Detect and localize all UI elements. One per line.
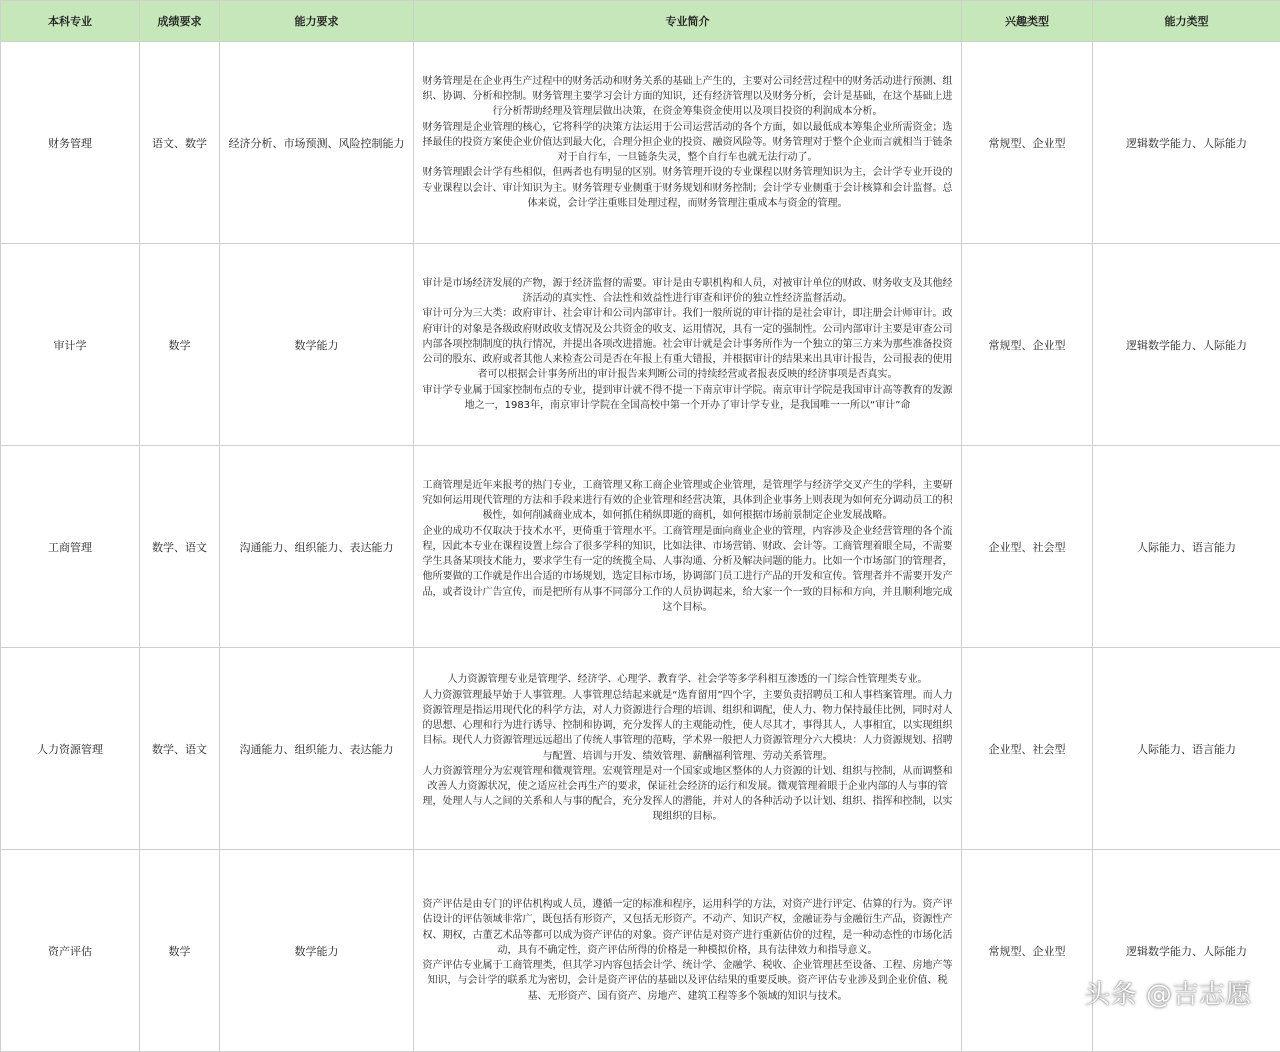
header-interest: 兴趣类型	[962, 1, 1093, 42]
table-row	[1, 446, 1280, 648]
ability-type-cell: 逻辑数学能力、人际能力	[1093, 244, 1280, 446]
table-row	[1, 42, 1280, 244]
intro-paragraph: 审计可分为三大类：政府审计、社会审计和公司内部审计。我们一般所说的审计指的是社会审计，即注册会计师审计。政府审计的对象是各级政府财政收支情况及公共资金的收支、运用情况，具有一定的强制性。公司内部审计主要是审查公司内部各项控制制度的执行情况，并提出各项改进措施。社会审计就是会计事务所作为一个独立的第三方来为那些准备投资公司的股东、政府或者其他人来检查公司是否在年报上有重大错报，并根据审计的结果来出具审计报告，公司报表的使用者可以根据会计事务所出的审计报告来判断公司的持续经营或者报表反映的经济事项是否真实。	[420, 306, 955, 382]
table-row	[1, 850, 1280, 1052]
intro-paragraph: 财务管理是在企业再生产过程中的财务活动和财务关系的基础上产生的，主要对公司经营过程中的财务活动进行预测、组织、协调、分析和控制。财务管理主要学习会计方面的知识，还有经济管理以及财务分析，会计是基础，在这个基础上进行分析帮助经理及管理层做出决策，在资金筹集资金使用以及项目投资的利润成本分析。	[420, 74, 955, 120]
grades-cell: 数学、语文	[140, 446, 220, 648]
header-major: 本科专业	[1, 1, 140, 42]
ability-req-cell: 沟通能力、组织能力、表达能力	[220, 648, 414, 850]
intro-paragraph: 工商管理是近年来报考的热门专业，工商管理又称工商企业管理或企业管理，是管理学与经济学交叉产生的学科，主要研究如何运用现代管理的方法和手段来进行有效的企业管理和经营决策，具体到企业事务上则表现为如何充分调动员工的积极性，如何削减商业成本，如何抓住稍纵即逝的商机，如何根据市场前景制定企业发展战略。	[420, 478, 955, 524]
ability-type-cell: 人际能力、语言能力	[1093, 648, 1280, 850]
grades-cell: 数学	[140, 244, 220, 446]
grades-cell: 语文、数学	[140, 42, 220, 244]
intro-cell	[414, 850, 962, 1052]
major-cell: 工商管理	[1, 446, 140, 648]
intro-paragraph: 财务管理跟会计学有些相似，但两者也有明显的区别。财务管理开设的专业课程以财务管理知识为主，会计学专业开设的专业课程以会计、审计知识为主。财务管理专业侧重于财务规划和财务控制；会计学专业侧重于会计核算和会计监督。总体来说，会计学注重账目处理过程，而财务管理注重成本与资金的管理。	[420, 165, 955, 211]
intro-paragraph: 企业的成功不仅取决于技术水平，更倚重于管理水平。工商管理是面向商业企业的管理，内容涉及企业经营管理的各个流程，因此本专业在课程设置上综合了很多学科的知识，比如法律、市场营销、财政、会计等。工商管理着眼全局，不需要学生具备某项技术能力，要求学生有一定的统揽全局、人事沟通、分析及解决问题的能力。比如一个市场部门的管理者，他所要做的工作就是作出合适的市场规划，选定目标市场，协调部门员工进行产品的开发和宣传。管理者并不需要开发产品，或者设计广告宣传，而是把所有从事不同部分工作的人员协调起来，给大家一个一致的目标和方向，并且顺利地完成这个目标。	[420, 524, 955, 615]
intro-paragraph: 人力资源管理最早始于人事管理。人事管理总结起来就是“选育留用”四个字，主要负责招聘员工和人事档案管理。而人力资源管理是指运用现代化的科学方法，对人力资源进行合理的培训、组织和调配，使人力、物力保持最佳比例，同时对人的思想、心理和行为进行诱导、控制和协调，充分发挥人的主观能动性，使人尽其才，事得其人，人事相宜，以实现组织目标。现代人力资源管理远远超出了传统人事管理的范畴，学术界一般把人力资源管理分六大模块：人力资源规划、招聘与配置、培训与开发、绩效管理、薪酬福利管理、劳动关系管理。	[420, 688, 955, 764]
intro-paragraph: 人力资源管理分为宏观管理和微观管理。宏观管理是对一个国家或地区整体的人力资源的计划、组织与控制，从而调整和改善人力资源状况，使之适应社会再生产的要求，保证社会经济的运行和发展。微观管理着眼于企业内部的人与事的管理，处理人与人之间的关系和人与事的配合，充分发挥人的潜能，并对人的各种活动予以计划、组织、指挥和控制，以实现组织的目标。	[420, 764, 955, 825]
interest-cell: 企业型、社会型	[962, 648, 1093, 850]
table-row	[1, 648, 1280, 850]
ability-type-cell: 逻辑数学能力、人际能力	[1093, 42, 1280, 244]
intro-paragraph: 人力资源管理专业是管理学、经济学、心理学、教育学、社会学等多学科相互渗透的一门综合性管理类专业。	[420, 672, 955, 687]
intro-paragraph: 财务管理是企业管理的核心，它将科学的决策方法运用于公司运营活动的各个方面，如以最低成本筹集企业所需资金；选择最佳的投资方案使企业价值达到最大化，合理分担企业的投资、融资风险等。财务管理对于整个企业而言就相当于链条对于自行车，一旦链条失灵，整个自行车也就无法行动了。	[420, 120, 955, 166]
interest-cell: 企业型、社会型	[962, 446, 1093, 648]
major-cell: 资产评估	[1, 850, 140, 1052]
table-header-row	[1, 1, 1280, 42]
intro-paragraph: 审计是市场经济发展的产物，源于经济监督的需要。审计是由专职机构和人员，对被审计单位的财政、财务收支及其他经济活动的真实性、合法性和效益性进行审查和评价的独立性经济监督活动。	[420, 276, 955, 306]
header-ability-type: 能力类型	[1093, 1, 1280, 42]
intro-cell	[414, 446, 962, 648]
table-row	[1, 244, 1280, 446]
major-cell: 审计学	[1, 244, 140, 446]
header-ability-req: 能力要求	[220, 1, 414, 42]
intro-paragraph: 资产评估是由专门的评估机构或人员，遵循一定的标准和程序，运用科学的方法，对资产进行评定、估算的行为。资产评估设计的评估领域非常广，既包括有形资产，又包括无形资产。不动产、知识产权，金融证券与金融衍生产品，资源性产权、期权，古董艺术品等都可以成为资产评估的对象。资产评估是对资产进行重新估价的过程，是一种动态性的市场化活动，具有不确定性，资产评估所得的价格是一种模拟价格，具有法律效力和指导意义。	[420, 897, 955, 958]
interest-cell: 常规型、企业型	[962, 244, 1093, 446]
ability-req-cell: 数学能力	[220, 850, 414, 1052]
ability-type-cell: 人际能力、语言能力	[1093, 446, 1280, 648]
grades-cell: 数学、语文	[140, 648, 220, 850]
watermark: 头条 @吉志愿	[1084, 974, 1252, 1011]
intro-paragraph: 资产评估专业属于工商管理类，但其学习内容包括会计学、统计学、金融学、税收、企业管理甚至设备、工程、房地产等知识，与会计学的联系尤为密切，会计是资产评估的基础以及评估结果的重要反映。资产评估专业涉及到企业价值、税基、无形资产、国有资产、房地产、建筑工程等多个领域的知识与技术。	[420, 958, 955, 1004]
intro-cell	[414, 648, 962, 850]
intro-cell	[414, 42, 962, 244]
header-grades: 成绩要求	[140, 1, 220, 42]
ability-req-cell: 数学能力	[220, 244, 414, 446]
ability-type-cell: 逻辑数学能力、人际能力	[1093, 850, 1280, 1052]
interest-cell: 常规型、企业型	[962, 850, 1093, 1052]
intro-cell	[414, 244, 962, 446]
grades-cell: 数学	[140, 850, 220, 1052]
ability-req-cell: 经济分析、市场预测、风险控制能力	[220, 42, 414, 244]
major-cell: 财务管理	[1, 42, 140, 244]
interest-cell: 常规型、企业型	[962, 42, 1093, 244]
ability-req-cell: 沟通能力、组织能力、表达能力	[220, 446, 414, 648]
header-intro: 专业简介	[414, 1, 962, 42]
major-cell: 人力资源管理	[1, 648, 140, 850]
intro-paragraph: 审计学专业属于国家控制布点的专业，提到审计就不得不提一下南京审计学院。南京审计学院是我国审计高等教育的发源地之一，1983年，南京审计学院在全国高校中第一个开办了审计学专业，是我国唯一一所以“审计”命	[420, 383, 955, 413]
